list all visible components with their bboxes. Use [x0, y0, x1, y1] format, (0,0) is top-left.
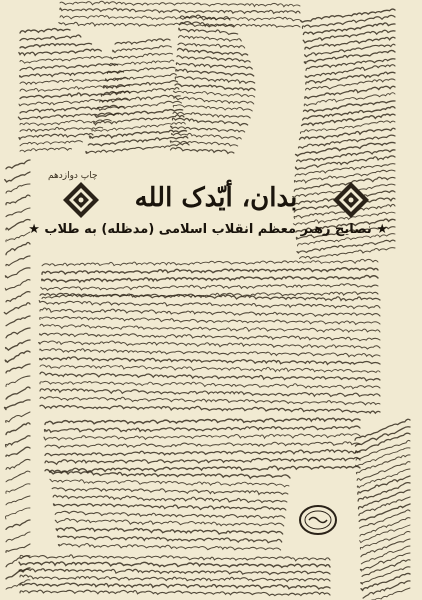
handwriting-line [104, 81, 178, 89]
handwriting-line [20, 35, 81, 40]
handwriting-line [300, 121, 395, 134]
handwriting-line [19, 49, 101, 55]
handwriting-line [6, 568, 30, 579]
handwriting-line [6, 292, 30, 302]
handwriting-line [38, 341, 380, 349]
handwriting-line [42, 259, 378, 266]
handwriting-line [6, 364, 30, 373]
handwriting-line [6, 256, 30, 266]
handwriting-line [6, 376, 30, 387]
handwriting-line [6, 387, 30, 399]
handwriting-line [175, 84, 255, 90]
handwriting-line [60, 1, 300, 6]
handwriting-line [58, 536, 282, 543]
handwriting-line [170, 141, 237, 146]
handwriting-line [173, 112, 250, 118]
handwriting-line [19, 569, 330, 575]
title-block [28, 171, 392, 255]
handwriting-line [5, 172, 30, 182]
handwriting-line [175, 76, 254, 83]
handwriting-line [40, 317, 380, 325]
handwriting-line [40, 397, 380, 405]
handwriting-line [55, 519, 284, 526]
handwriting-line [6, 496, 30, 505]
handwriting-line [360, 532, 410, 550]
handwriting-line [20, 56, 110, 63]
handwriting-line [6, 544, 30, 552]
handwriting-line [44, 434, 360, 440]
handwriting-line [45, 418, 360, 424]
handwriting-line [55, 511, 285, 518]
handwriting-line [58, 543, 280, 550]
handwriting-line [6, 232, 30, 242]
handwriting-line [39, 333, 380, 341]
handwriting-line [176, 63, 252, 69]
handwriting-line [6, 484, 30, 494]
handwriting-line [6, 556, 30, 567]
handwriting-line [179, 36, 242, 42]
handwriting-line [171, 133, 241, 139]
handwriting-line [304, 50, 395, 63]
handwriting-line [171, 147, 234, 153]
handwriting-line [107, 67, 175, 73]
handwriting-line [45, 442, 360, 448]
page-title: بدان، أیّدک الله [134, 183, 298, 213]
handwriting-line [42, 268, 378, 275]
edition-label: چاپ دوازدهم [48, 171, 98, 181]
handwriting-line [6, 208, 30, 217]
handwriting-line [111, 53, 173, 59]
handwriting-line [45, 450, 360, 456]
handwriting-line [303, 23, 395, 35]
handwriting-line [6, 423, 30, 435]
handwriting-line [115, 39, 170, 44]
handwriting-line [6, 459, 30, 469]
handwriting-line [20, 141, 83, 146]
handwriting-line [360, 518, 410, 536]
handwriting-line [6, 412, 30, 422]
handwriting-line [40, 381, 380, 388]
handwriting-line [50, 471, 290, 478]
handwriting-line [6, 340, 30, 350]
handwriting-line [178, 43, 245, 48]
handwriting-line [40, 365, 380, 373]
handwriting-line [6, 436, 30, 447]
handwriting-line [5, 508, 30, 519]
handwriting-line [4, 303, 30, 314]
round-seal-icon [298, 500, 338, 540]
handwriting-line [53, 504, 285, 510]
handwriting-line [56, 528, 283, 534]
handwriting-line [6, 184, 30, 193]
handwriting-line [302, 15, 395, 28]
handwriting-line [20, 105, 124, 113]
handwriting-line [6, 195, 30, 205]
handwriting-line [5, 351, 30, 362]
handwriting-line [20, 127, 103, 131]
handwriting-line [176, 69, 254, 76]
handwriting-line [53, 495, 287, 502]
handwriting-line [20, 148, 72, 152]
handwriting-line [20, 85, 130, 92]
handwriting-line [6, 242, 30, 254]
handwriting-line [20, 64, 118, 71]
handwriting-line [306, 59, 395, 71]
handwriting-line [305, 86, 395, 98]
handwriting-line [20, 575, 330, 581]
handwriting-line [6, 471, 30, 482]
handwriting-line [20, 555, 330, 561]
handwriting-line [4, 400, 30, 410]
handwriting-line [113, 46, 172, 53]
handwriting-line [358, 490, 410, 509]
handwriting-line [301, 9, 395, 22]
handwriting-line [105, 74, 176, 81]
handwriting-line [6, 328, 30, 338]
handwriting-line [50, 479, 289, 487]
handwriting-line [41, 284, 378, 291]
handwriting-line [52, 488, 288, 495]
handwriting-line [45, 466, 360, 472]
handwriting-line [40, 324, 380, 332]
handwriting-line [361, 573, 410, 590]
handwriting-line [363, 581, 410, 598]
handwriting-line [6, 532, 30, 542]
handwriting-line [173, 91, 254, 97]
handwriting-line [20, 77, 128, 84]
handwriting-line [40, 405, 380, 413]
handwriting-line [177, 56, 250, 62]
handwriting-line [174, 97, 254, 104]
handwriting-line [40, 308, 380, 316]
handwriting-line [6, 160, 30, 169]
handwriting-line [40, 372, 380, 381]
handwriting-line [6, 447, 30, 456]
handwriting-line [19, 562, 330, 568]
handwriting-line [109, 60, 174, 65]
handwriting-line [173, 105, 252, 111]
handwriting-line [39, 301, 380, 309]
handwriting-line [60, 8, 300, 13]
handwriting-line [40, 349, 380, 357]
handwriting-line [172, 118, 247, 125]
page-subtitle: ★ نصایح رهبر معظم انقلاب اسلامی (مدظله) به طلاب ★ [28, 222, 388, 237]
handwriting-line [360, 525, 410, 543]
handwriting-line [6, 580, 30, 589]
handwriting-line [306, 72, 395, 84]
handwriting-line [20, 583, 330, 589]
handwriting-line [20, 590, 330, 595]
handwriting-line [19, 98, 128, 106]
handwriting-line [40, 389, 380, 397]
handwriting-line [20, 29, 70, 33]
handwriting-line [19, 133, 93, 139]
handwriting-line [42, 275, 378, 282]
handwriting-line [306, 79, 396, 90]
handwriting-line [20, 43, 92, 48]
handwriting-line [179, 28, 238, 34]
handwriting-line [6, 520, 30, 529]
handwriting-line [295, 156, 395, 170]
handwriting-line [44, 426, 360, 432]
handwriting-line [40, 357, 380, 365]
handwriting-line [6, 219, 30, 229]
handwriting-line [45, 458, 360, 465]
handwriting-line [5, 280, 30, 291]
handwriting-line [357, 462, 410, 481]
handwriting-line [363, 588, 410, 600]
handwriting-line [5, 268, 30, 278]
handwriting-line [178, 48, 248, 55]
handwriting-line [6, 316, 30, 326]
